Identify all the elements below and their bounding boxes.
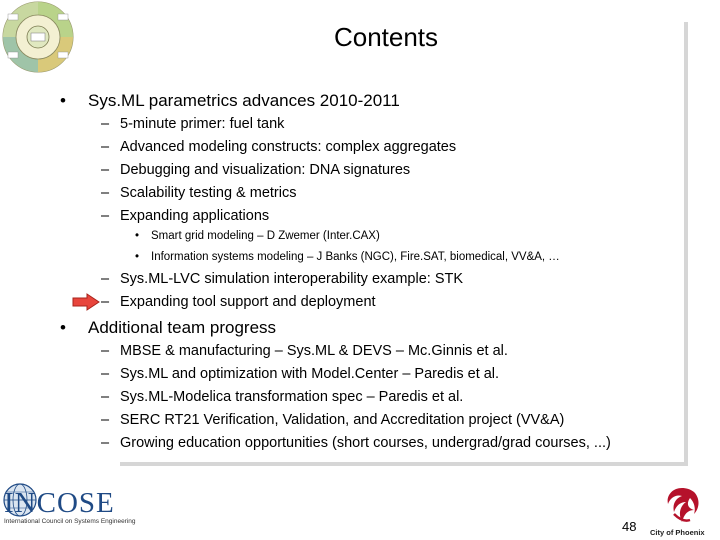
- bullet-marker: •: [135, 251, 140, 263]
- dash-marker: –: [101, 139, 110, 155]
- slide-shadow-right: [684, 22, 688, 462]
- slide-title: Contents: [333, 22, 439, 52]
- dash-marker: –: [101, 366, 110, 382]
- subitem-text: Scalability testing & metrics: [120, 185, 297, 201]
- bullet-text: Additional team progress: [88, 318, 277, 337]
- bullet-marker: •: [60, 91, 66, 110]
- subitem-text: Expanding applications: [120, 208, 270, 224]
- subitem-text: 5-minute primer: fuel tank: [120, 116, 285, 132]
- subsubitem-text: Information systems modeling – J Banks (NGC), Fire.SAT, biomedical, VV&A, …: [151, 251, 560, 263]
- subitem-text: Sys.ML and optimization with Model.Center – Paredis et al.: [120, 366, 500, 382]
- subitem-text: Sys.ML-Modelica transformation spec – Paredis et al.: [120, 389, 464, 405]
- bullet-marker: •: [135, 230, 140, 242]
- subitem-text: Sys.ML-LVC simulation interoperability example: STK: [120, 271, 464, 287]
- subitem-text: Growing education opportunities (short courses, undergrad/grad courses, ...): [120, 435, 611, 451]
- slide-shadow-bottom: [120, 462, 688, 466]
- dash-marker: –: [101, 343, 110, 359]
- dash-marker: –: [101, 412, 110, 428]
- subitem-text: Debugging and visualization: DNA signatures: [120, 162, 411, 178]
- phoenix-logo-text: City of Phoenix: [650, 528, 705, 537]
- page-number: 48: [622, 519, 637, 534]
- incose-tagline: International Council on Systems Engineering: [4, 518, 136, 525]
- dash-marker: –: [101, 185, 110, 201]
- subsubitem-text: Smart grid modeling – D Zwemer (Inter.CAX): [151, 230, 380, 242]
- dash-marker: –: [101, 294, 110, 310]
- incose-logo-text: INCOSE: [4, 487, 115, 519]
- bullet-text: Sys.ML parametrics advances 2010-2011: [88, 91, 400, 110]
- pointer-arrow-icon: [72, 293, 100, 311]
- subitem-text: SERC RT21 Verification, Validation, and Accreditation project (VV&A): [120, 412, 565, 428]
- dash-marker: –: [101, 435, 110, 451]
- subitem-text: Expanding tool support and deployment: [120, 294, 376, 310]
- phoenix-bird-icon: [660, 484, 704, 528]
- subitem-text: Advanced modeling constructs: complex aggregates: [120, 139, 457, 155]
- dash-marker: –: [101, 162, 110, 178]
- dash-marker: –: [101, 208, 110, 224]
- dash-marker: –: [101, 116, 110, 132]
- bullet-marker: •: [60, 318, 66, 337]
- dash-marker: –: [101, 389, 110, 405]
- subitem-text: MBSE & manufacturing – Sys.ML & DEVS – Mc.Ginnis et al.: [120, 343, 508, 359]
- dash-marker: –: [101, 271, 110, 287]
